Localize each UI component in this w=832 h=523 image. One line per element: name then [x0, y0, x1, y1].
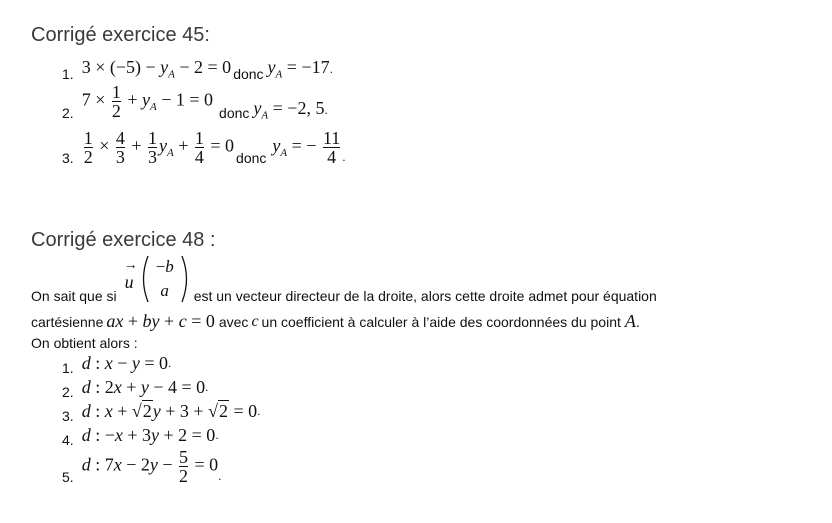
- ex45-item-3: 3. $\frac{1}{2}$ × $\frac{4}{3}$ + $\frac{1}{3}$ $y_A$ + $\frac{1}{4}$ = 0 donc $y_A$ = − $\frac{11}{4}$ .: [62, 127, 346, 167]
- right-paren: [180, 254, 192, 304]
- ex48-intro-line: [31, 254, 657, 304]
- line2-middle: avec: [218, 313, 249, 330]
- item-number: 5.: [62, 469, 74, 485]
- equation: d : x + √2y + 3 + √2 = 0: [81, 400, 258, 421]
- equation: d : 2x + y − 4 = 0: [81, 376, 206, 397]
- ex48-title: Corrigé exercice 48 :: [31, 229, 216, 251]
- ex45-item-2: 2. 7 × $\frac{1}{2}$ + $y_A - 1 = 0$ donc $y_A = -2$, 5 .: [62, 82, 328, 122]
- ex48-item-3: 3. d : x + √2y + 3 + √2 = 0 .: [62, 400, 261, 424]
- equation: d : x − y = 0: [81, 352, 169, 373]
- ex45-item-1: 1. $3 \times (-5) - y_A - 2 = 0$ donc $y_A = -17$ .: [62, 57, 333, 82]
- result: $y_A$ = − $\frac{11}{4}$: [272, 127, 341, 167]
- ex45-title: Corrigé exercice 45:: [31, 24, 210, 46]
- line2-suffix: un coefficient à calculer à l’aide des coordonnées du point: [261, 313, 621, 330]
- item-number: 1.: [62, 66, 74, 82]
- intro-suffix: est un vecteur directeur de la droite, alors cette droite admet pour équation: [193, 288, 657, 304]
- intro-prefix: On sait que si: [31, 288, 117, 304]
- ex48-item-1: 1. d : x − y = 0 .: [62, 352, 172, 376]
- item-number: 2.: [62, 104, 74, 121]
- item-number: 4.: [62, 432, 74, 448]
- equation: 7 × $\frac{1}{2}$ + $y_A - 1 = 0$: [81, 82, 214, 122]
- result: $y_A = -17$: [267, 57, 330, 81]
- ex48-item-5: 5. d : 7x − 2y − $\frac{5}{2}$ = 0 .: [62, 446, 222, 486]
- equation: d : −x + 3y + 2 = 0: [81, 424, 216, 445]
- equation: d : 7x − 2y − $\frac{5}{2}$ = 0: [81, 446, 219, 486]
- item-number: 1.: [62, 360, 74, 376]
- result: $y_A = -2$, 5: [253, 98, 325, 122]
- donc-word: donc: [219, 104, 250, 121]
- vector-u: u →: [123, 257, 138, 292]
- item-number: 3.: [62, 150, 74, 166]
- fraction: $\frac{1}{2}$: [111, 82, 121, 122]
- ex48-item-2: 2. d : 2x + y − 4 = 0 .: [62, 376, 209, 400]
- point-A: A: [624, 311, 636, 331]
- line2-prefix: cartésienne: [31, 313, 104, 330]
- equation: $\frac{1}{2}$ × $\frac{4}{3}$ + $\frac{1}{3}$ $y_A$ + $\frac{1}{4}$ = 0: [83, 127, 235, 167]
- cartesian-eq: ax + by + c = 0: [106, 311, 215, 331]
- var-c: c: [251, 312, 259, 330]
- vector: u → −b a: [125, 254, 192, 304]
- donc-word: donc: [233, 66, 264, 82]
- equation: $3 \times (-5) - y_A - 2 = 0$: [81, 57, 232, 81]
- ex48-line2: cartésienne ax + by + c = 0 avec c un coefficient à calculer à l’aide des coordonnées du point A .: [31, 311, 640, 331]
- item-number: 2.: [62, 384, 74, 400]
- obtient-line: On obtient alors :: [31, 335, 138, 351]
- ex48-item-4: 4. d : −x + 3y + 2 = 0 .: [62, 424, 219, 448]
- left-paren: [138, 254, 150, 304]
- item-number: 3.: [62, 408, 74, 424]
- donc-word: donc: [236, 150, 267, 166]
